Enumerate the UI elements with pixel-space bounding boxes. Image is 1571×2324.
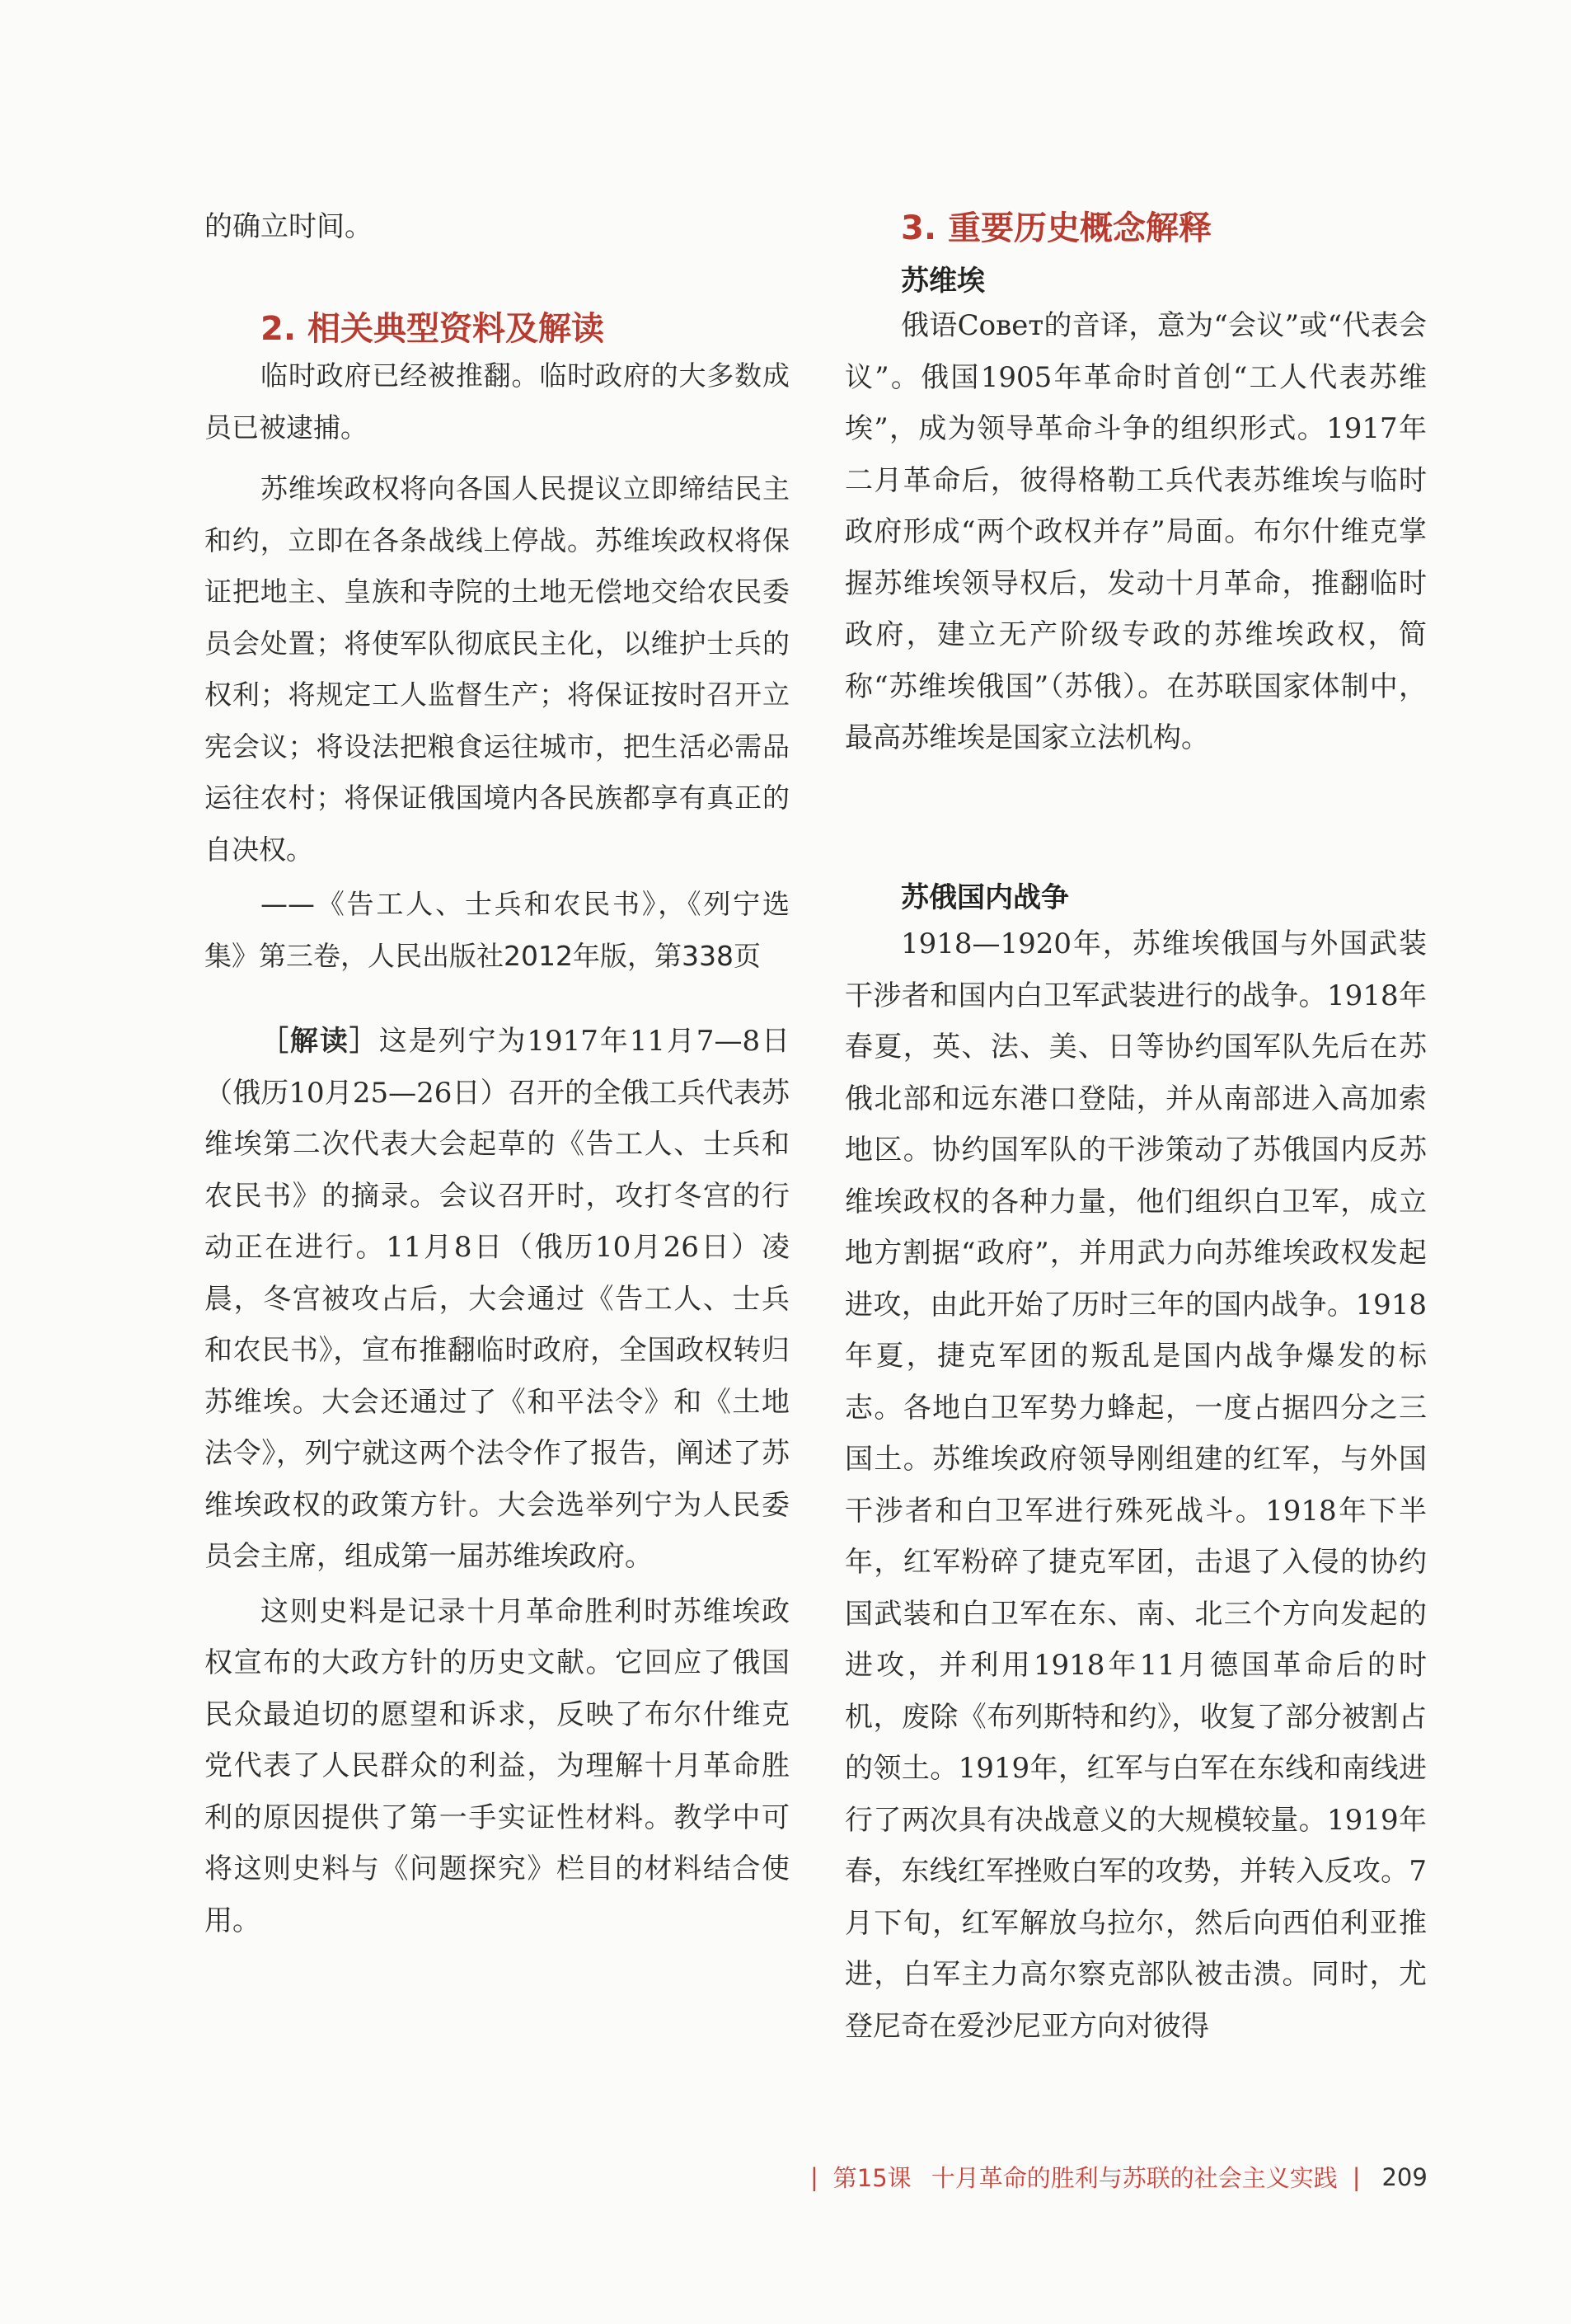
footer-lesson-number: 第15课 [832,2164,912,2192]
interpretation-text: 这是列宁为1917年11月7—8日（俄历10月25—26日）召开的全俄工兵代表苏维埃第二次代表大会起草的《告工人、士兵和农民书》的摘录。会议召开时，攻打冬宫的行动正在进行。11月8日（俄历10月26日）凌晨，冬宫被攻占后，大会通过《告工人、士兵和农民书》，宣布推翻临时政府，全国政权转归苏维埃。大会还通过了《和平法令》和《土地法令》，列宁就这两个法令作了报告，阐述了苏维埃政权的政策方针。大会选举列宁为人民委员会主席，组成第一届苏维埃政府。 [204,1025,790,1573]
section-heading-2: 2. 相关典型资料及解读 [260,310,604,348]
interpretation-paragraph [204,1016,790,1583]
section-heading-3: 3. 重要历史概念解释 [901,209,1212,247]
interpretation-block [204,1016,790,1946]
term-definition-soviet: 俄语Совет的音译，意为“会议”或“代表会议”。俄国1905年革命时首创“工人代表苏维埃”，成为领导革命斗争的组织形式。1917年二月革命后，彼得格勒工兵代表苏维埃与临时政府形成“两个政权并存”局面。布尔什维克掌握苏维埃领导权后，发动十月革命，推翻临时政府，建立无产阶级专政的苏维埃政权，简称“苏维埃俄国”（苏俄）。在苏联国家体制中，最高苏维埃是国家立法机构。 [845,309,1427,754]
footer-separator: | [1352,2162,1361,2191]
interpretation-paragraph: 这则史料是记录十月革命胜利时苏维埃政权宣布的大政方针的历史文献。它回应了俄国民众最迫切的愿望和诉求，反映了布尔什维克党代表了人民群众的利益，为理解十月革命胜利的原因提供了第一手实证性材料。教学中可将这则史料与《问题探究》栏目的材料结合使用。 [204,1594,790,1937]
continued-line: 的确立时间。 [204,210,373,243]
footer-chapter-title: 十月革命的胜利与苏联的社会主义实践 [931,2164,1338,2192]
quote-paragraph: 苏维埃政权将向各国人民提议立即缔结民主和约，立即在各条战线上停战。苏维埃政权将保证把地主、皇族和寺院的土地无偿地交给农民委员会处置；将使军队彻底民主化，以维护士兵的权利；将规定工人监督生产；将保证按时召开立宪会议；将设法把粮食运往城市，把生活必需品运往农村；将保证俄国境内各民族都享有真正的自决权。 [204,472,790,866]
term-title-civil-war: 苏俄国内战争 [901,881,1069,914]
term-definition-civil-war: 1918—1920年，苏维埃俄国与外国武装干涉者和国内白卫军武装进行的战争。1918年春夏，英、法、美、日等协约国军队先后在苏俄北部和远东港口登陆，并从南部进入高加索地区。协约国军队的干涉策动了苏俄国内反苏维埃政权的各种力量，他们组织白卫军，成立地方割据“政府”，并用武力向苏维埃政权发起进攻，由此开始了历时三年的国内战争。1918年夏，捷克军团的叛乱是国内战争爆发的标志。各地白卫军势力蜂起，一度占据四分之三国土。苏维埃政府领导刚组建的红军，与外国干涉者和白卫军进行殊死战斗。1918年下半年，红军粉碎了捷克军团，击退了入侵的协约国武装和白卫军在东、南、北三个方向发起的进攻，并利用1918年11月德国革命后的时机，废除《布列斯特和约》，收复了部分被割占的领土。1919年，红军与白军在东线和南线进行了两次具有决战意义的大规模较量。1919年春，东线红军挫败白军的攻势，并转入反攻。7月下旬，红军解放乌拉尔，然后向西伯利亚推进，白军主力高尔察克部队被击溃。同时，尤登尼奇在爱沙尼亚方向对彼得 [845,927,1427,2043]
term-title-soviet: 苏维埃 [901,265,985,298]
page-footer [795,2160,1430,2194]
quote-paragraph: 临时政府已经被推翻。临时政府的大多数成员已被逮捕。 [204,359,790,444]
footer-separator: | [810,2162,818,2191]
quote-source: ——《告工人、士兵和农民书》，《列宁选集》第三卷，人民出版社2012年版，第338页 [204,888,790,972]
quote-block [204,350,790,982]
page-number: 209 [1381,2162,1428,2191]
interpretation-label: ［解读］ [260,1025,379,1058]
